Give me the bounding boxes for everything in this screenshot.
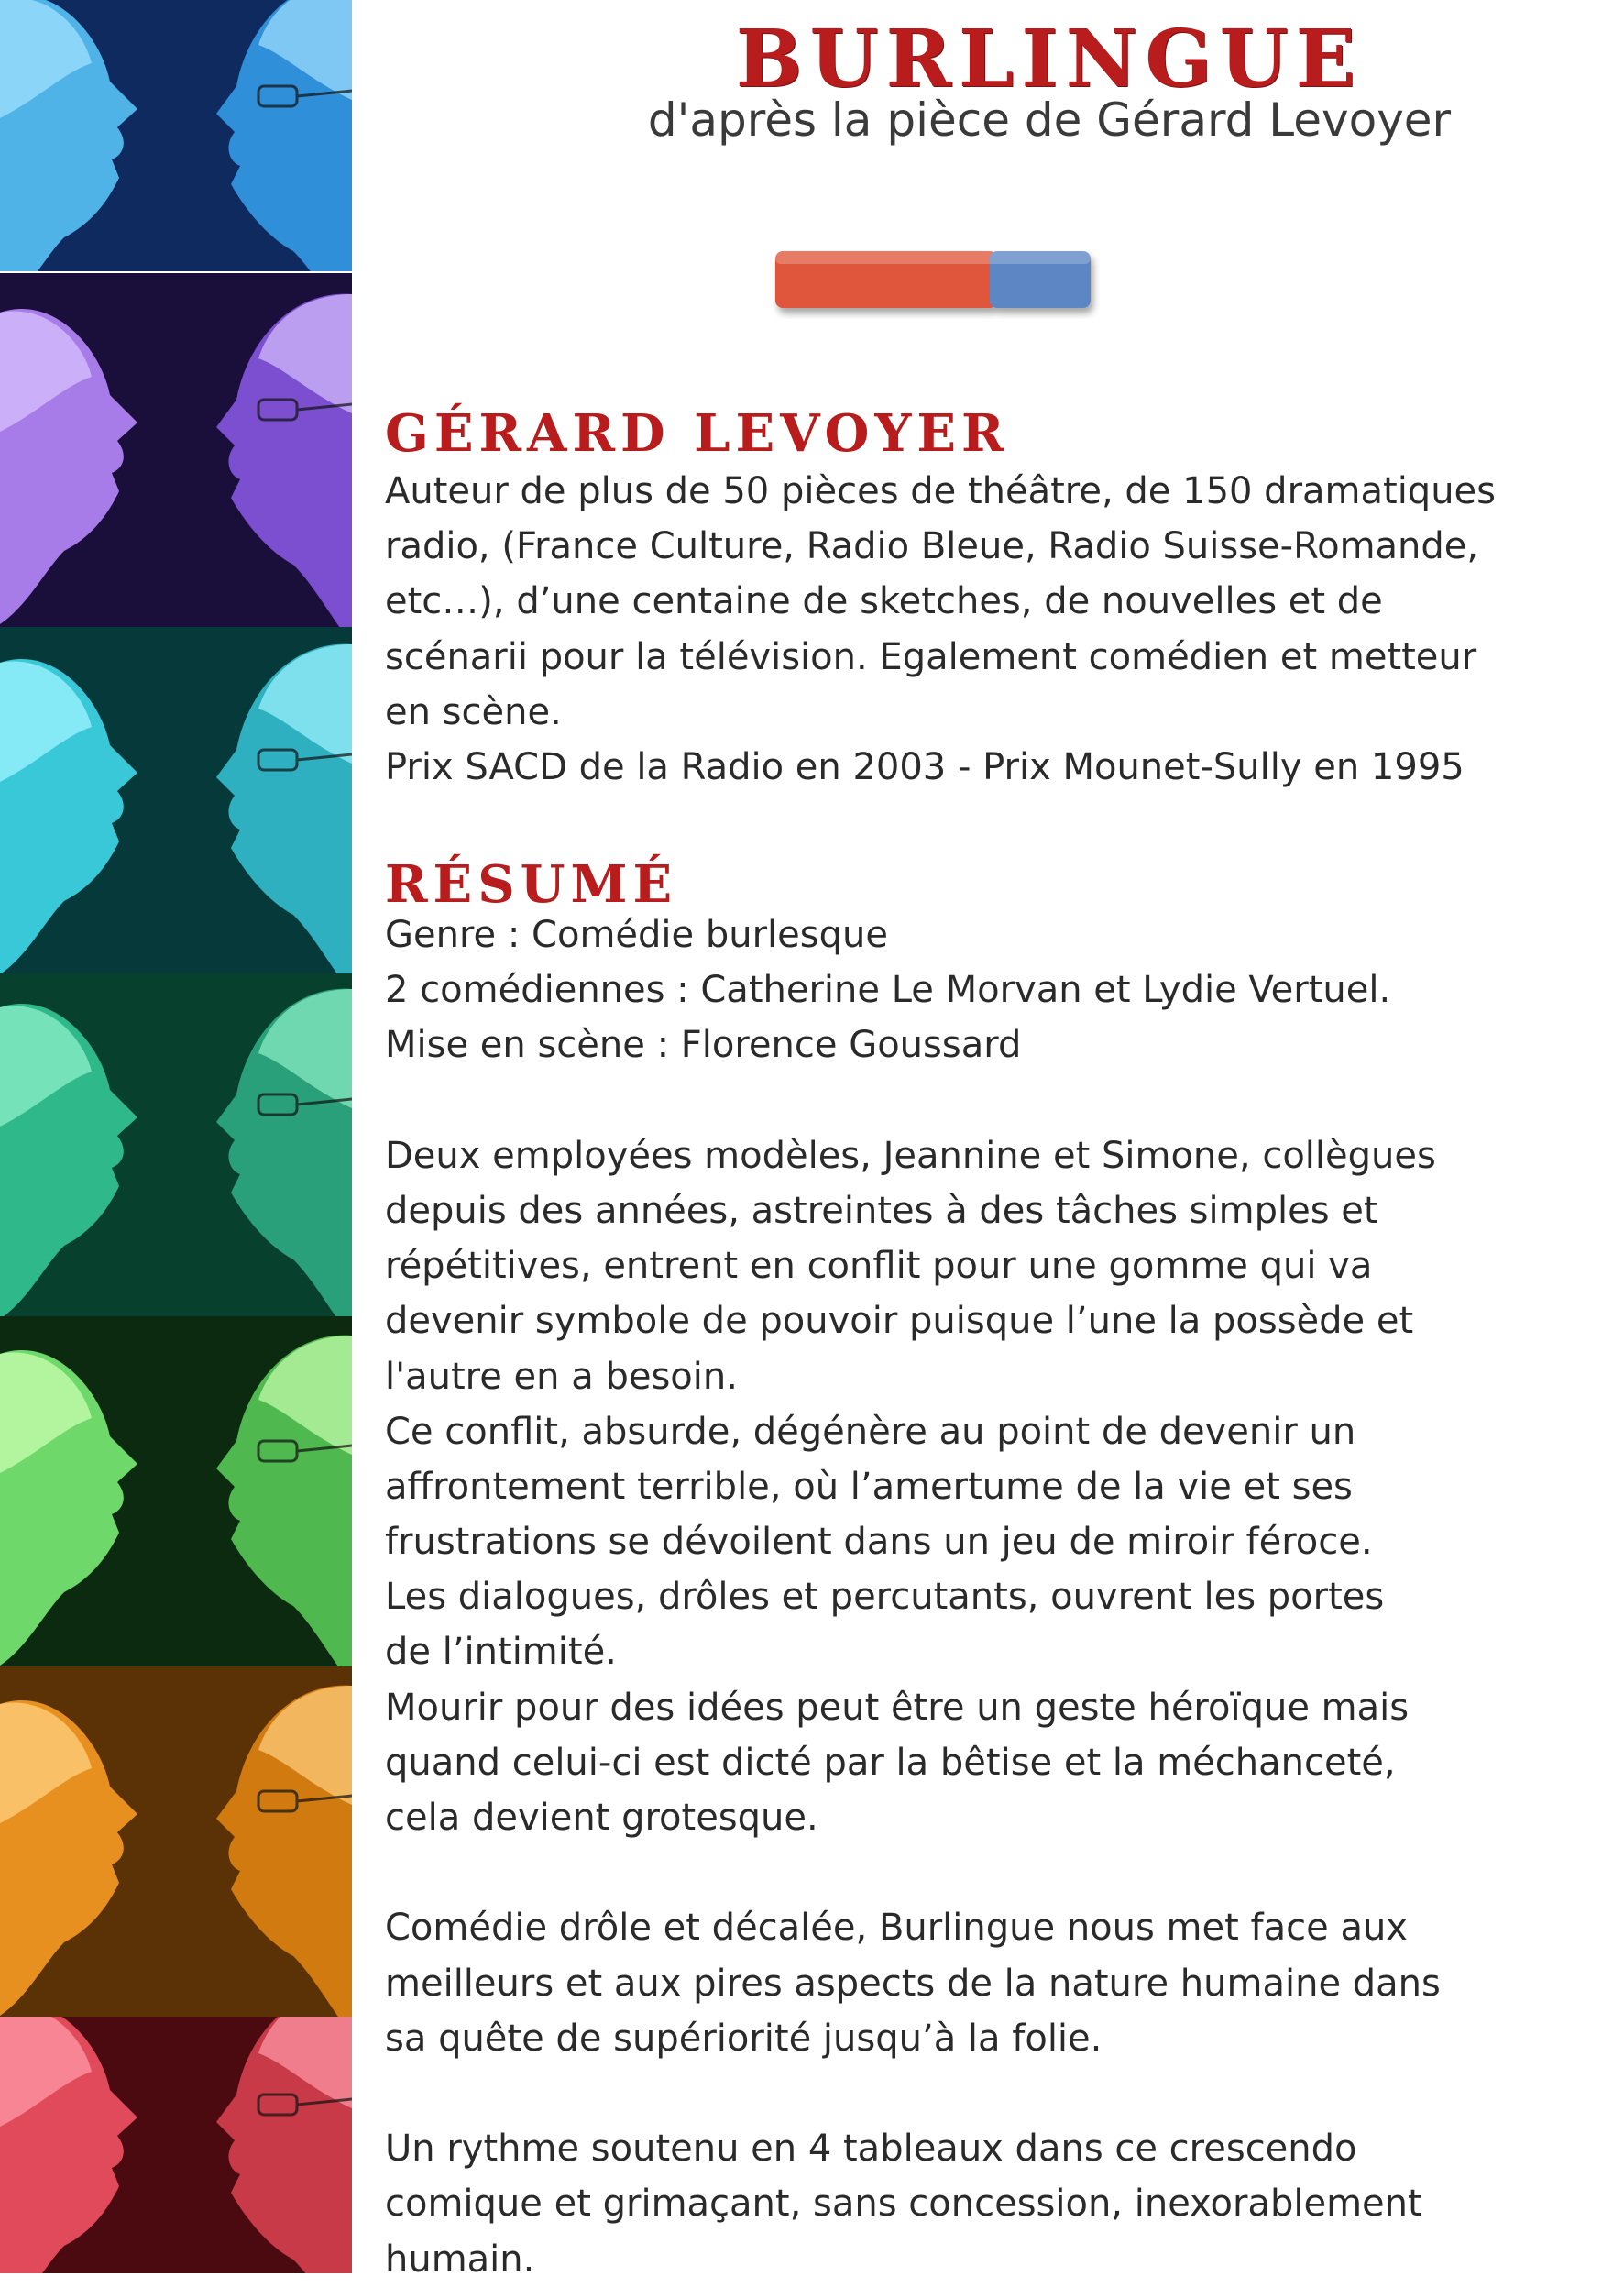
text-line: depuis des années, astreintes à des tâches simples et [385,1189,1378,1232]
text-line: de l’intimité. [385,1631,617,1674]
face-panel [0,273,352,627]
text-line: Les dialogues, drôles et percutants, ouvrent les portes [385,1576,1385,1619]
text-line: frustrations se dévoilent dans un jeu de miroir féroce. [385,1521,1373,1564]
text-line: répétitives, entrent en conflit pour une gomme qui va [385,1245,1373,1288]
face-panel [0,973,352,1316]
text-line: Mourir pour des idées peut être un geste héroïque mais [385,1686,1410,1729]
resume-paragraph [385,907,1613,2287]
face-panel [0,1316,352,1666]
heading-resume: RÉSUMÉ [385,854,678,915]
text-line: Auteur de plus de 50 pièces de théâtre, de 150 dramatiques [385,470,1496,512]
text-line: etc…), d’une centaine de sketches, de nouvelles et de [385,580,1383,623]
text-line: affrontement terrible, où l’amertume de la vie et ses [385,1465,1353,1508]
text-line: l'autre en a besoin. [385,1355,738,1398]
text-line: Ce conflit, absurde, dégénère au point de devenir un [385,1410,1356,1453]
text-line: devenir symbole de pouvoir puisque l’une la possède et [385,1300,1414,1343]
heading-gerard-levoyer: GÉRARD LEVOYER [385,403,1010,464]
text-line: Comédie drôle et décalée, Burlingue nous met face aux [385,1907,1408,1950]
blank-line [385,1845,1613,1900]
text-line: meilleurs et aux pires aspects de la nature humaine dans [385,1962,1441,2005]
text-line: radio, (France Culture, Radio Bleue, Radio Suisse-Romande, [385,525,1479,568]
face-panel [0,1666,352,2017]
text-line: 2 comédiennes : Catherine Le Morvan et Lydie Vertuel. [385,969,1391,1012]
page-title: BURLINGUE [735,13,1364,105]
text-line: cela devient grotesque. [385,1797,818,1839]
text-line: quand celui-ci est dicté par la bêtise et la méchanceté, [385,1741,1396,1784]
text-line: humain. [385,2238,535,2281]
page-subtitle: d'après la pièce de Gérard Levoyer [647,93,1452,147]
text-line: Deux employées modèles, Jeannine et Simone, collègues [385,1134,1436,1177]
blank-line [385,1073,1613,1128]
text-line: scénarii pour la télévision. Egalement comédien et metteur [385,635,1477,678]
face-panel [0,627,352,973]
face-panel [0,2017,352,2273]
eraser-illustration [770,246,1100,323]
text-line: Prix SACD de la Radio en 2003 - Prix Mounet-Sully en 1995 [385,745,1465,788]
text-line: comique et grimaçant, sans concession, inexorablement [385,2183,1422,2226]
text-line: Genre : Comédie burlesque [385,914,888,956]
face-panel [0,0,352,273]
text-line: Un rythme soutenu en 4 tableaux dans ce crescendo [385,2128,1357,2171]
decorative-face-strip [0,0,352,2273]
text-line: sa quête de supériorité jusqu’à la folie. [385,2017,1103,2060]
text-line: Mise en scène : Florence Goussard [385,1024,1022,1067]
bio-paragraph [385,464,1613,795]
blank-line [385,2066,1613,2121]
text-line: en scène. [385,690,562,733]
